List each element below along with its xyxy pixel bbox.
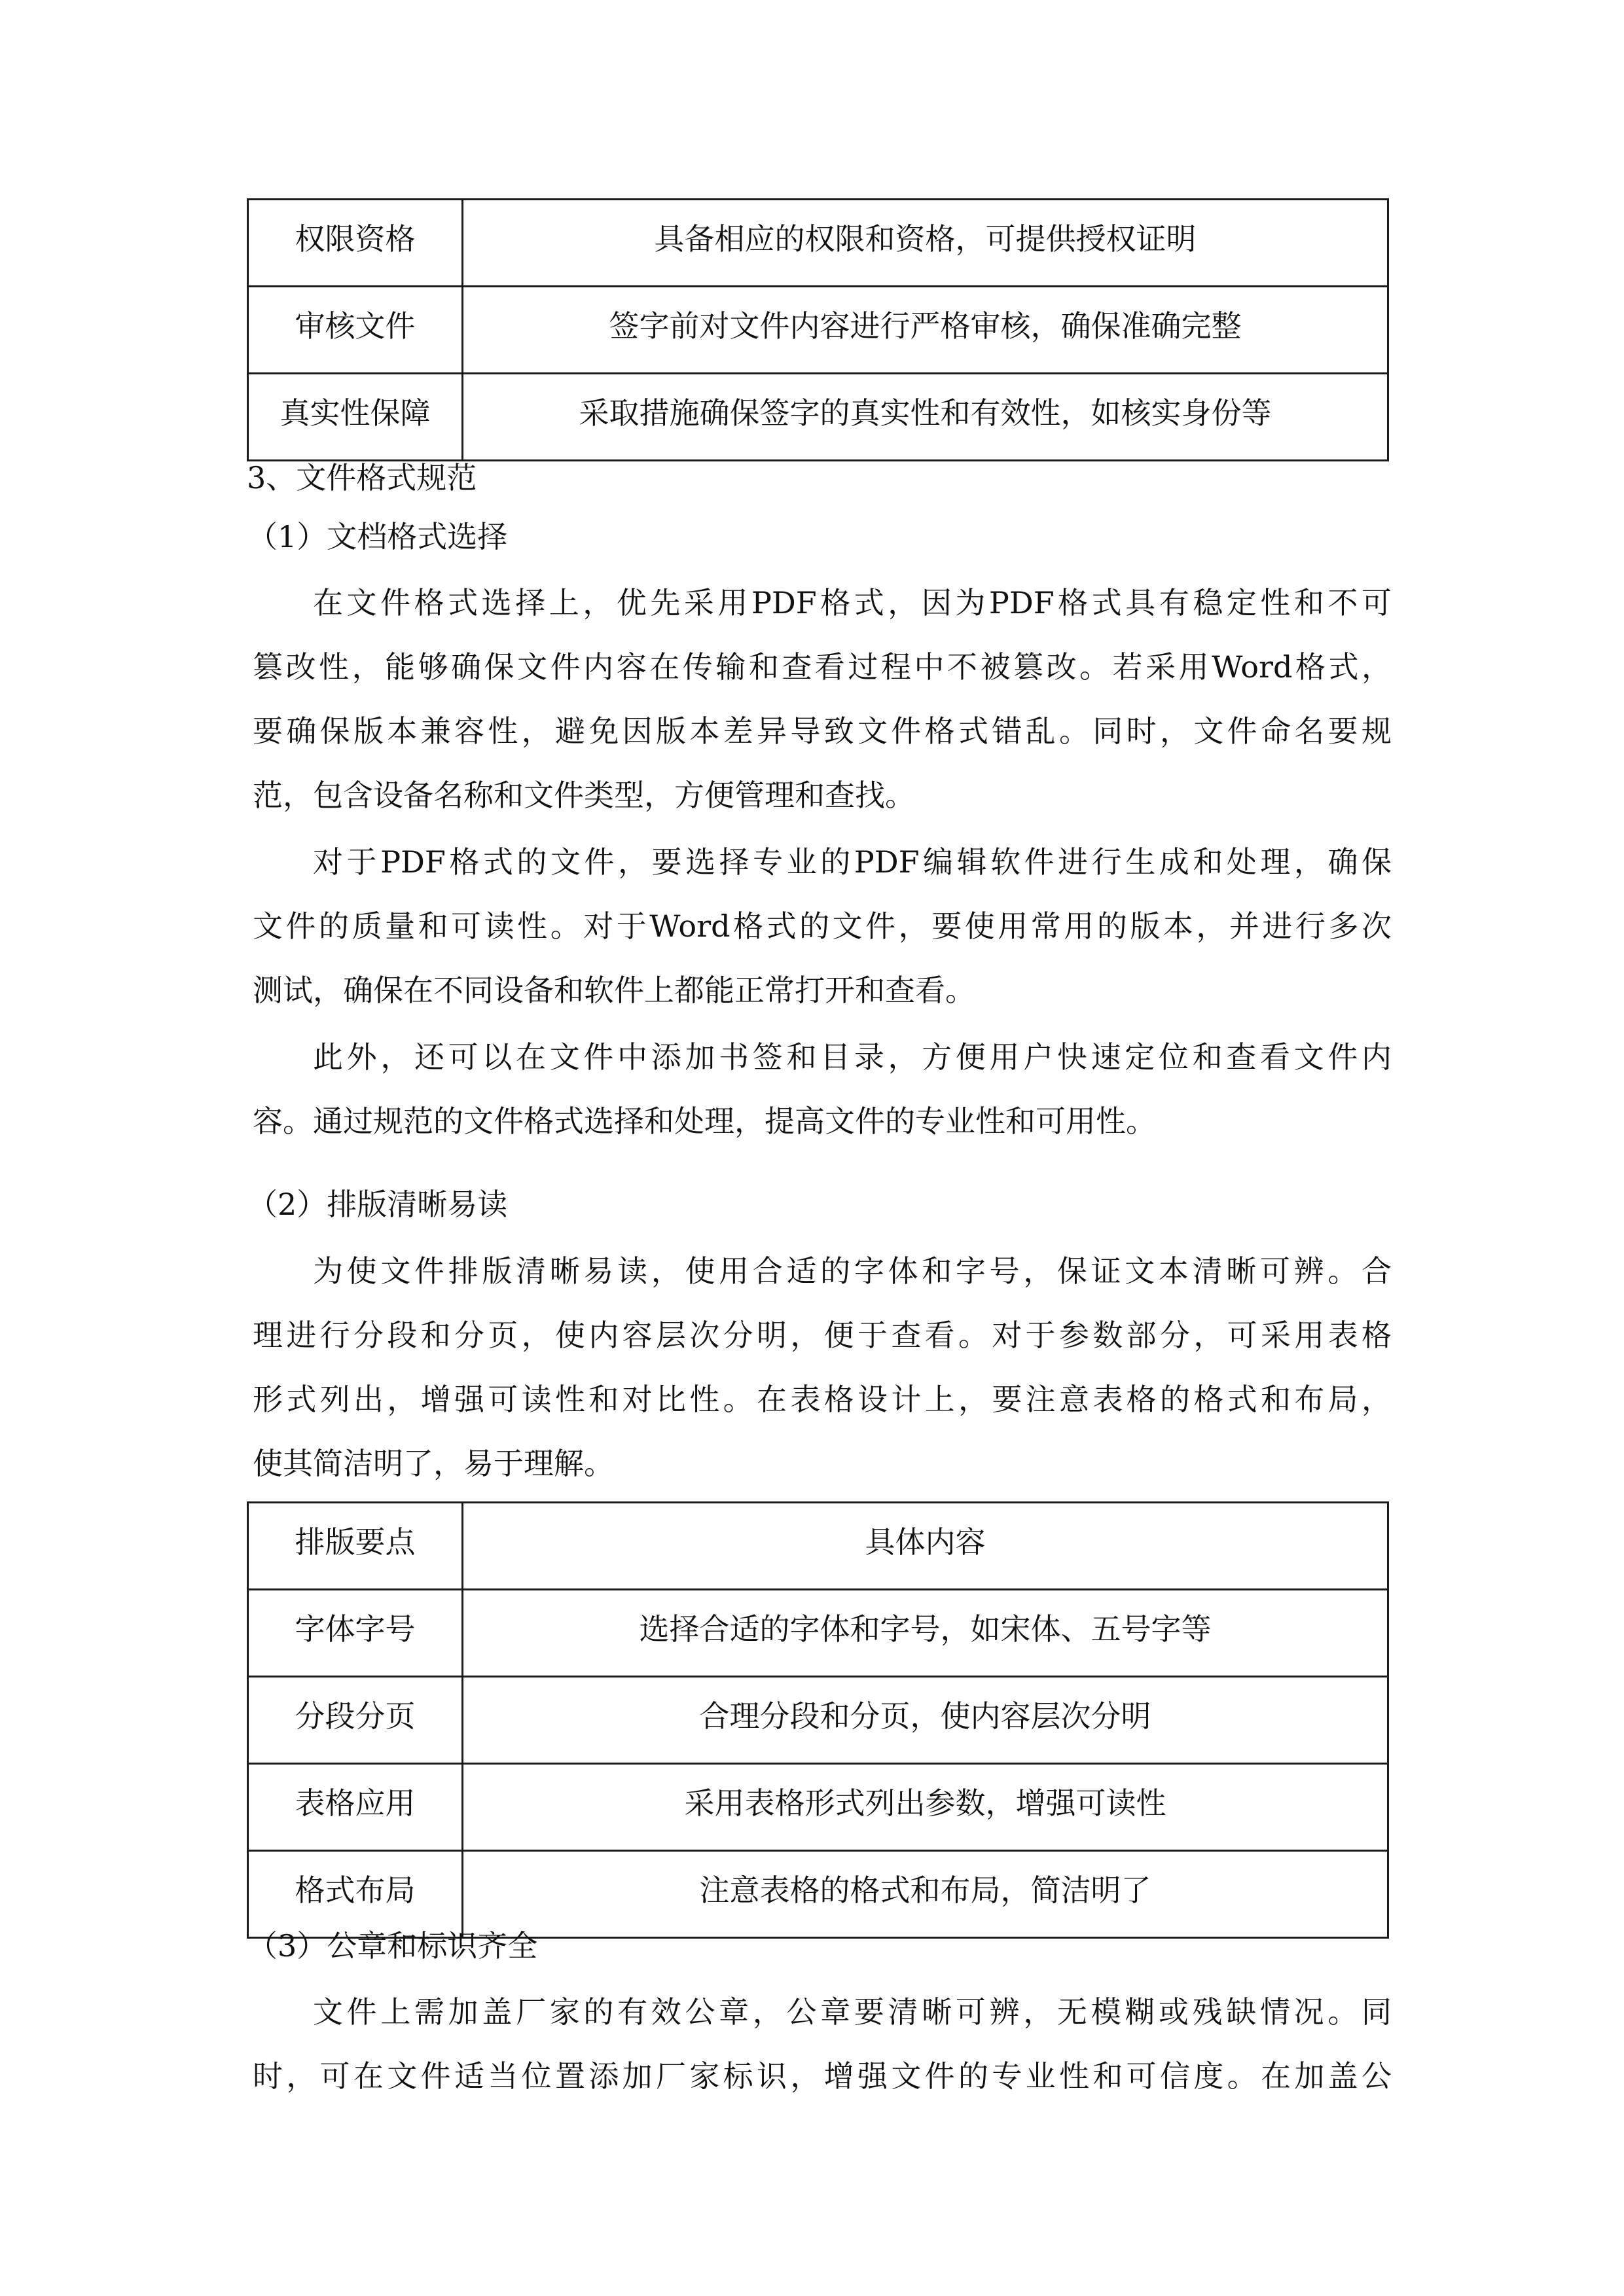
- table-row: [248, 1590, 1388, 1677]
- paragraph-line: 测试，确保在不同设备和软件上都能正常打开和查看。: [253, 973, 975, 1008]
- table-cell-label: 审核文件: [248, 287, 463, 374]
- paragraph: [253, 1980, 1392, 2108]
- table-cell-content: 注意表格的格式和布局，简洁明了: [463, 1851, 1388, 1938]
- paragraph: [253, 1025, 1392, 1153]
- table-cell-content: 采用表格形式列出参数，增强可读性: [463, 1764, 1388, 1851]
- paragraph: [253, 571, 1392, 827]
- table-row: [248, 287, 1388, 374]
- paragraph-line: 要确保版本兼容性，避免因版本差异导致文件格式错乱。同时，文件命名要规: [253, 713, 1392, 749]
- paragraph-line: 在文件格式选择上，优先采用PDF格式，因为PDF格式具有稳定性和不可: [313, 585, 1392, 620]
- table-cell-content: 合理分段和分页，使内容层次分明: [463, 1677, 1388, 1764]
- table-header-cell: 排版要点: [248, 1503, 463, 1590]
- table-cell-label: 字体字号: [248, 1590, 463, 1677]
- table-cell-label: 分段分页: [248, 1677, 463, 1764]
- subsection-heading: （1）文档格式选择: [247, 519, 508, 554]
- table-cell-content: 选择合适的字体和字号，如宋体、五号字等: [463, 1590, 1388, 1677]
- paragraph-line: 理进行分段和分页，使内容层次分明，便于查看。对于参数部分，可采用表格: [253, 1318, 1392, 1353]
- paragraph-line: 对于PDF格式的文件，要选择专业的PDF编辑软件进行生成和处理，确保: [313, 844, 1392, 880]
- table-row: [248, 374, 1388, 461]
- section-heading: 3、文件格式规范: [247, 460, 477, 495]
- table-row: [248, 200, 1388, 287]
- table-cell-content: 具备相应的权限和资格，可提供授权证明: [463, 200, 1388, 287]
- table-row: [248, 1764, 1388, 1851]
- paragraph-line: 为使文件排版清晰易读，使用合适的字体和字号，保证文本清晰可辨。合: [313, 1253, 1392, 1289]
- paragraph-line: 文件上需加盖厂家的有效公章，公章要清晰可辨，无模糊或残缺情况。同: [313, 1994, 1392, 2030]
- paragraph-line: 形式列出，增强可读性和对比性。在表格设计上，要注意表格的格式和布局，: [253, 1382, 1392, 1417]
- paragraph-line: 篡改性，能够确保文件内容在传输和查看过程中不被篡改。若采用Word格式，: [253, 649, 1392, 685]
- paragraph: [253, 1239, 1392, 1496]
- table-cell-label: 表格应用: [248, 1764, 463, 1851]
- table-cell-label: 格式布局: [248, 1851, 463, 1938]
- table-header-row: [248, 1503, 1388, 1590]
- table-cell-label: 真实性保障: [248, 374, 463, 461]
- table-header-cell: 具体内容: [463, 1503, 1388, 1590]
- table-cell-label: 权限资格: [248, 200, 463, 287]
- table-cell-content: 采取措施确保签字的真实性和有效性，如核实身份等: [463, 374, 1388, 461]
- paragraph: [253, 830, 1392, 1022]
- paragraph-line: 使其简洁明了，易于理解。: [253, 1446, 614, 1481]
- paragraph-line: 此外，还可以在文件中添加书签和目录，方便用户快速定位和查看文件内: [313, 1039, 1392, 1075]
- qualification-table: [247, 198, 1389, 461]
- table-row: [248, 1677, 1388, 1764]
- paragraph-line: 容。通过规范的文件格式选择和处理，提高文件的专业性和可用性。: [253, 1103, 1156, 1139]
- layout-points-table: [247, 1501, 1389, 1939]
- table-cell-content: 签字前对文件内容进行严格审核，确保准确完整: [463, 287, 1388, 374]
- paragraph-line: 文件的质量和可读性。对于Word格式的文件，要使用常用的版本，并进行多次: [253, 908, 1392, 944]
- subsection-heading: （2）排版清晰易读: [247, 1187, 508, 1222]
- paragraph-line: 范，包含设备名称和文件类型，方便管理和查找。: [253, 778, 915, 813]
- subsection-heading: （3）公章和标识齐全: [247, 1928, 538, 1964]
- paragraph-line: 时，可在文件适当位置添加厂家标识，增强文件的专业性和可信度。在加盖公: [253, 2058, 1392, 2094]
- table-row: [248, 1851, 1388, 1938]
